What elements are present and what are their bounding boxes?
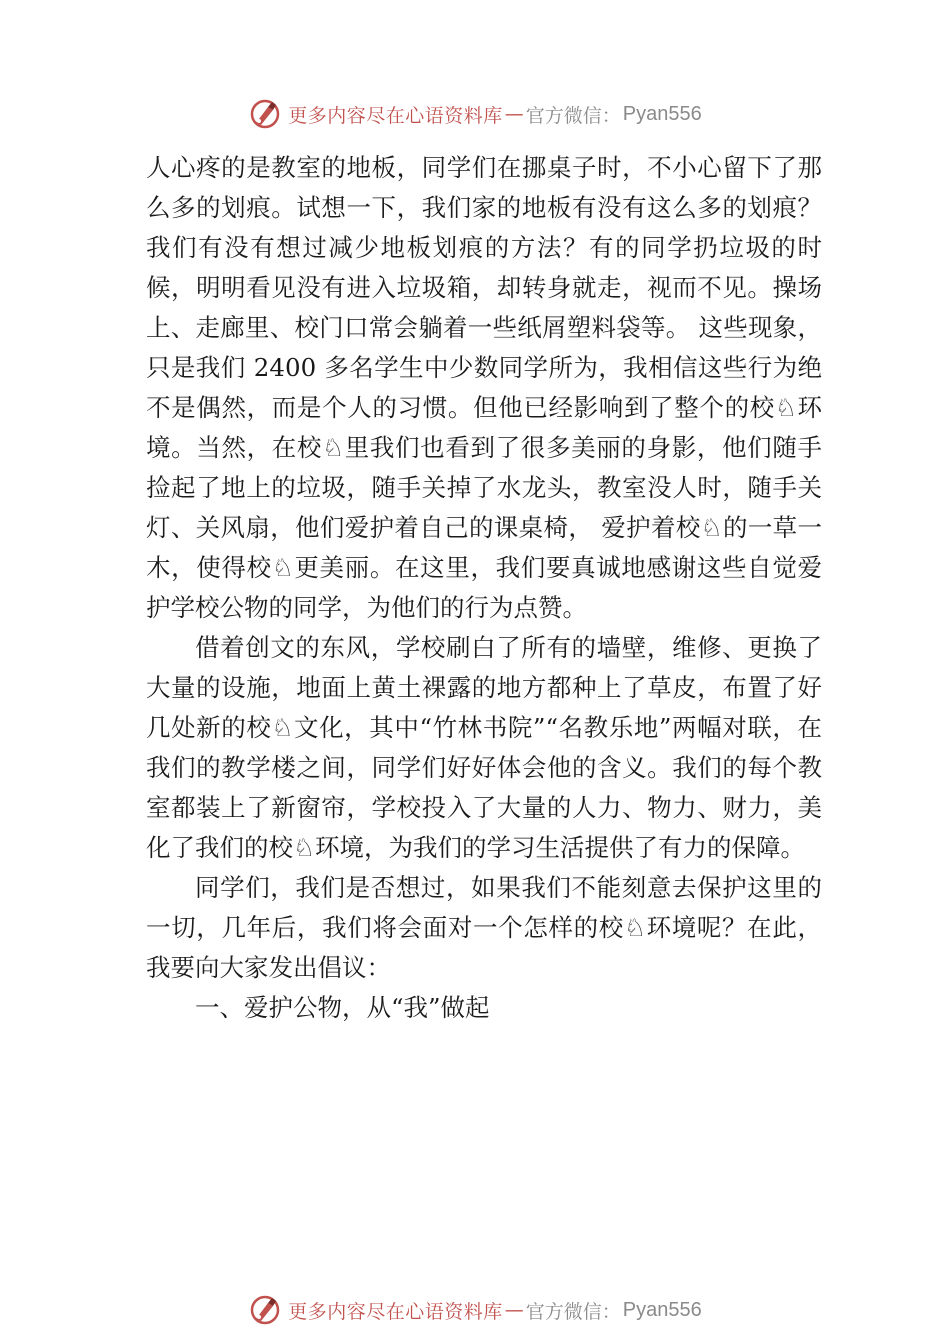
wechat-label: 官方微信	[525, 104, 602, 127]
paragraph-1: 人心疼的是教室的地板，同学们在挪桌子时，不小心留下了那么多的划痕。试想一下，我们家的地板有没有这么多的划痕？我们有没有想过减少地板划痕的方法？有的同学扔垃圾的时候，明明看见没有进入垃圾箱，却转身就走，视而不见。操场上、走廊里、校门口常会躺着一些纸屑塑料袋等。 这些现象，只是我们 2400 多名学生中少数同学所为，我相信这些行为绝不是偶然，而是个人的习惯。但他已经影响到了整个的校♘环境。当然，在校♘里我们也看到了很多美丽的身影，他们随手捡起了地上的垃圾，随手关掉了水龙头，教室没人时，随手关灯、关风扇，他们爱护着自己的课桌椅， 爱护着校♘的一草一木，使得校♘更美丽。在这里，我们要真诚地感谢这些自觉爱护学校公物的同学，为他们的行为点赞。	[146, 153, 822, 622]
pen-nib-seal-icon	[248, 1293, 282, 1327]
wechat-id: Pyan556	[622, 102, 702, 125]
pen-nib-seal-icon	[248, 97, 282, 131]
wechat-colon: ：	[601, 1300, 621, 1323]
wechat-id: Pyan556	[622, 1298, 702, 1321]
brand-text: 更多内容尽在心语资料库	[288, 104, 503, 127]
paragraph-4: 一、爱护公物，从“我”做起	[195, 993, 490, 1022]
brand-dash: —	[504, 1299, 524, 1321]
brand-dash: —	[504, 103, 524, 125]
brand-banner	[248, 97, 702, 131]
document-body	[146, 148, 822, 1028]
brand-banner-footer	[248, 1293, 702, 1327]
page-footer	[0, 1290, 950, 1330]
paragraph-2: 借着创文的东风，学校刷白了所有的墙壁，维修、更换了大量的设施，地面上黄土裸露的地方都种上了草皮，布置了好几处新的校♘文化，其中“竹林书院”“名教乐地”两幅对联，在我们的教学楼之间，同学们好好体会他的含义。我们的每个教室都装上了新窗帘，学校投入了大量的人力、物力、财力，美化了我们的校♘环境，为我们的学习生活提供了有力的保障。	[146, 633, 822, 862]
wechat-label: 官方微信	[525, 1300, 602, 1323]
brand-text: 更多内容尽在心语资料库	[288, 1300, 503, 1323]
wechat-colon: ：	[601, 104, 621, 127]
page-header	[0, 94, 950, 134]
paragraph-3: 同学们，我们是否想过，如果我们不能刻意去保护这里的一切，几年后，我们将会面对一个怎样的校♘环境呢？在此，我要向大家发出倡议：	[146, 873, 822, 982]
